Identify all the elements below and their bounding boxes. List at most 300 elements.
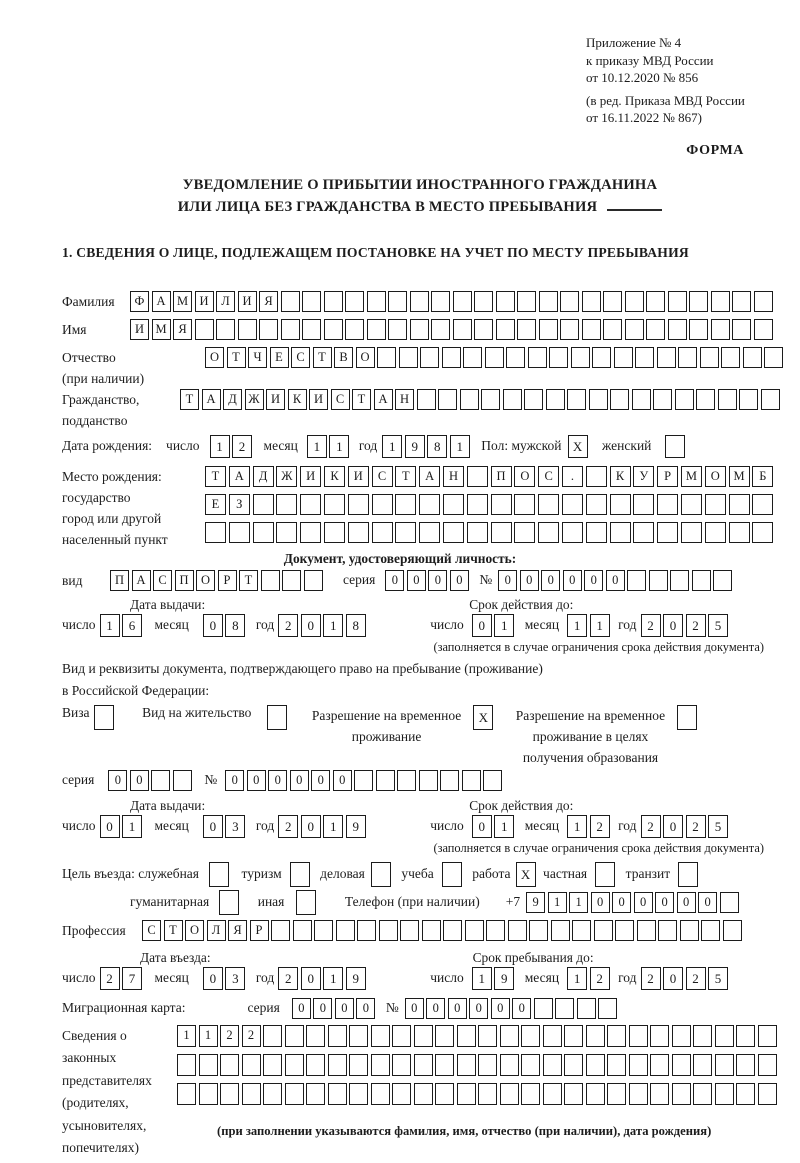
form-cell[interactable] <box>443 522 464 543</box>
entry-day-cells[interactable] <box>100 967 145 990</box>
form-cell[interactable] <box>503 389 522 410</box>
form-cell[interactable]: 1 <box>323 967 343 990</box>
stay-year-cells[interactable] <box>641 967 731 990</box>
form-cell[interactable] <box>195 319 214 340</box>
form-cell[interactable] <box>314 920 333 941</box>
form-cell[interactable] <box>657 522 678 543</box>
form-cell[interactable]: 0 <box>655 892 674 913</box>
birth-place-cells-2[interactable] <box>205 494 776 515</box>
form-cell[interactable] <box>562 522 583 543</box>
form-cell[interactable] <box>457 1083 476 1105</box>
edu-permit-checkbox[interactable] <box>677 705 700 730</box>
residence-series-cells[interactable] <box>108 770 194 791</box>
residence-issue-month-cells[interactable] <box>203 815 248 838</box>
form-cell[interactable]: И <box>238 291 257 312</box>
form-cell[interactable]: Ж <box>245 389 264 410</box>
form-cell[interactable] <box>672 1083 691 1105</box>
form-cell[interactable]: Т <box>395 466 416 487</box>
form-cell[interactable] <box>713 570 732 591</box>
form-cell[interactable] <box>560 319 579 340</box>
form-cell[interactable] <box>435 1054 454 1076</box>
form-cell[interactable] <box>646 319 665 340</box>
form-cell[interactable] <box>242 1054 261 1076</box>
form-cell[interactable] <box>564 1054 583 1076</box>
form-cell[interactable]: А <box>152 291 171 312</box>
form-cell[interactable] <box>242 1083 261 1105</box>
form-cell[interactable]: 2 <box>686 614 706 637</box>
form-cell[interactable] <box>419 522 440 543</box>
birth-year-cells[interactable] <box>382 435 472 458</box>
form-cell[interactable]: 3 <box>225 815 245 838</box>
form-cell[interactable]: 1 <box>569 892 588 913</box>
form-cell[interactable] <box>571 347 590 368</box>
form-cell[interactable] <box>392 1054 411 1076</box>
form-cell[interactable]: 1 <box>382 435 402 458</box>
form-cell[interactable]: А <box>374 389 393 410</box>
form-cell[interactable]: 2 <box>278 815 298 838</box>
form-cell[interactable] <box>435 1025 454 1047</box>
form-cell[interactable] <box>693 1054 712 1076</box>
form-cell[interactable] <box>586 522 607 543</box>
form-cell[interactable]: 0 <box>405 998 424 1019</box>
form-cell[interactable]: 2 <box>686 815 706 838</box>
form-cell[interactable] <box>199 1054 218 1076</box>
form-cell[interactable] <box>417 389 436 410</box>
form-cell[interactable] <box>348 522 369 543</box>
form-cell[interactable] <box>693 1083 712 1105</box>
form-cell[interactable] <box>371 1083 390 1105</box>
form-cell[interactable] <box>205 522 226 543</box>
form-cell[interactable] <box>752 522 773 543</box>
form-cell[interactable] <box>555 998 574 1019</box>
form-cell[interactable] <box>705 494 726 515</box>
purpose-tourism-checkbox[interactable] <box>290 862 313 887</box>
identity-number-cells[interactable] <box>498 570 735 591</box>
form-cell[interactable]: А <box>202 389 221 410</box>
form-cell[interactable]: Ф <box>130 291 149 312</box>
form-cell[interactable] <box>453 291 472 312</box>
form-cell[interactable] <box>562 494 583 515</box>
form-cell[interactable]: 5 <box>708 967 728 990</box>
form-cell[interactable]: 1 <box>450 435 470 458</box>
form-cell[interactable]: 0 <box>472 815 492 838</box>
form-cell[interactable]: Е <box>270 347 289 368</box>
form-cell[interactable] <box>467 466 488 487</box>
form-cell[interactable] <box>607 1083 626 1105</box>
identity-valid-year-cells[interactable] <box>641 614 731 637</box>
form-cell[interactable]: 2 <box>220 1025 239 1047</box>
form-cell[interactable]: 0 <box>491 998 510 1019</box>
form-cell[interactable] <box>743 347 762 368</box>
birth-month-cells[interactable] <box>307 435 352 458</box>
form-cell[interactable]: Т <box>227 347 246 368</box>
form-cell[interactable] <box>629 1083 648 1105</box>
form-cell[interactable] <box>615 920 634 941</box>
form-cell[interactable] <box>678 862 698 887</box>
form-cell[interactable] <box>486 920 505 941</box>
form-cell[interactable] <box>443 494 464 515</box>
form-cell[interactable] <box>538 522 559 543</box>
form-cell[interactable]: 0 <box>130 770 149 791</box>
form-cell[interactable] <box>410 291 429 312</box>
form-cell[interactable] <box>586 1083 605 1105</box>
form-cell[interactable] <box>595 862 615 887</box>
form-cell[interactable] <box>672 1054 691 1076</box>
form-cell[interactable] <box>723 920 742 941</box>
form-cell[interactable] <box>594 920 613 941</box>
form-cell[interactable] <box>293 920 312 941</box>
form-cell[interactable] <box>348 494 369 515</box>
surname-cells[interactable] <box>130 291 775 312</box>
form-cell[interactable]: 0 <box>448 998 467 1019</box>
form-cell[interactable]: Р <box>250 920 269 941</box>
form-cell[interactable] <box>388 291 407 312</box>
form-cell[interactable]: 1 <box>100 614 120 637</box>
form-cell[interactable] <box>627 570 646 591</box>
form-cell[interactable] <box>650 1054 669 1076</box>
form-cell[interactable]: Н <box>395 389 414 410</box>
purpose-private-checkbox[interactable] <box>595 862 618 887</box>
form-cell[interactable] <box>474 291 493 312</box>
form-cell[interactable]: 0 <box>498 570 517 591</box>
form-cell[interactable]: Я <box>259 291 278 312</box>
form-cell[interactable] <box>549 347 568 368</box>
form-cell[interactable] <box>253 522 274 543</box>
form-cell[interactable]: 0 <box>301 614 321 637</box>
form-cell[interactable]: С <box>372 466 393 487</box>
form-cell[interactable] <box>500 1083 519 1105</box>
form-cell[interactable]: С <box>331 389 350 410</box>
form-cell[interactable] <box>276 494 297 515</box>
form-cell[interactable]: 1 <box>122 815 142 838</box>
stay-day-cells[interactable] <box>472 967 517 990</box>
form-cell[interactable] <box>367 291 386 312</box>
form-cell[interactable] <box>276 522 297 543</box>
form-cell[interactable] <box>453 319 472 340</box>
identity-valid-month-cells[interactable] <box>567 614 612 637</box>
form-cell[interactable]: П <box>175 570 194 591</box>
form-cell[interactable] <box>431 291 450 312</box>
form-cell[interactable] <box>324 522 345 543</box>
form-cell[interactable] <box>754 319 773 340</box>
form-cell[interactable] <box>681 494 702 515</box>
form-cell[interactable]: Р <box>657 466 678 487</box>
form-cell[interactable] <box>379 920 398 941</box>
form-cell[interactable] <box>285 1025 304 1047</box>
form-cell[interactable]: 0 <box>268 770 287 791</box>
form-cell[interactable] <box>491 494 512 515</box>
form-cell[interactable] <box>209 862 229 887</box>
form-cell[interactable] <box>336 920 355 941</box>
form-cell[interactable] <box>508 920 527 941</box>
form-cell[interactable]: 2 <box>641 614 661 637</box>
form-cell[interactable] <box>514 522 535 543</box>
form-cell[interactable] <box>392 1025 411 1047</box>
form-cell[interactable]: О <box>185 920 204 941</box>
form-cell[interactable] <box>481 389 500 410</box>
form-cell[interactable] <box>543 1025 562 1047</box>
form-cell[interactable] <box>732 291 751 312</box>
form-cell[interactable] <box>443 920 462 941</box>
form-cell[interactable]: 1 <box>323 614 343 637</box>
form-cell[interactable]: Т <box>313 347 332 368</box>
form-cell[interactable]: Л <box>216 291 235 312</box>
form-cell[interactable]: 7 <box>122 967 142 990</box>
form-cell[interactable] <box>285 1054 304 1076</box>
form-cell[interactable] <box>506 347 525 368</box>
form-cell[interactable] <box>521 1083 540 1105</box>
form-cell[interactable] <box>632 389 651 410</box>
form-cell[interactable] <box>496 319 515 340</box>
form-cell[interactable] <box>388 319 407 340</box>
entry-month-cells[interactable] <box>203 967 248 990</box>
form-cell[interactable] <box>715 1025 734 1047</box>
form-cell[interactable]: 0 <box>541 570 560 591</box>
form-cell[interactable] <box>483 770 502 791</box>
form-cell[interactable]: 1 <box>210 435 230 458</box>
form-cell[interactable] <box>637 920 656 941</box>
form-cell[interactable] <box>592 347 611 368</box>
form-cell[interactable] <box>267 705 287 730</box>
form-cell[interactable]: 1 <box>177 1025 196 1047</box>
form-cell[interactable] <box>718 389 737 410</box>
form-cell[interactable] <box>478 1025 497 1047</box>
form-cell[interactable]: 0 <box>606 570 625 591</box>
form-cell[interactable] <box>646 291 665 312</box>
form-cell[interactable]: О <box>705 466 726 487</box>
birth-place-cells-3[interactable] <box>205 522 776 543</box>
form-cell[interactable] <box>478 1054 497 1076</box>
form-cell[interactable]: 0 <box>512 998 531 1019</box>
form-cell[interactable] <box>216 319 235 340</box>
form-cell[interactable] <box>715 1083 734 1105</box>
form-cell[interactable] <box>399 347 418 368</box>
form-cell[interactable] <box>485 347 504 368</box>
form-cell[interactable] <box>290 862 310 887</box>
form-cell[interactable] <box>701 920 720 941</box>
form-cell[interactable] <box>349 1025 368 1047</box>
form-cell[interactable] <box>732 319 751 340</box>
gender-male-checkbox[interactable] <box>568 435 591 458</box>
form-cell[interactable]: И <box>195 291 214 312</box>
form-cell[interactable] <box>328 1054 347 1076</box>
form-cell[interactable] <box>253 494 274 515</box>
form-cell[interactable]: С <box>142 920 161 941</box>
form-cell[interactable] <box>220 1083 239 1105</box>
form-cell[interactable]: О <box>356 347 375 368</box>
form-cell[interactable] <box>420 347 439 368</box>
form-cell[interactable] <box>672 1025 691 1047</box>
form-cell[interactable] <box>372 522 393 543</box>
form-cell[interactable] <box>603 291 622 312</box>
form-cell[interactable] <box>610 522 631 543</box>
form-cell[interactable]: 0 <box>428 570 447 591</box>
form-cell[interactable] <box>177 1054 196 1076</box>
form-cell[interactable] <box>467 522 488 543</box>
migration-series-cells[interactable] <box>292 998 378 1019</box>
form-cell[interactable]: 0 <box>247 770 266 791</box>
form-cell[interactable] <box>650 1083 669 1105</box>
form-cell[interactable] <box>572 920 591 941</box>
form-cell[interactable] <box>173 770 192 791</box>
form-cell[interactable] <box>711 319 730 340</box>
profession-cells[interactable] <box>142 920 744 941</box>
form-cell[interactable]: . <box>562 466 583 487</box>
form-cell[interactable]: 0 <box>698 892 717 913</box>
form-cell[interactable]: 0 <box>108 770 127 791</box>
form-cell[interactable] <box>629 1054 648 1076</box>
form-cell[interactable] <box>577 998 596 1019</box>
form-cell[interactable] <box>607 1025 626 1047</box>
form-cell[interactable] <box>300 522 321 543</box>
form-cell[interactable] <box>758 1025 777 1047</box>
form-cell[interactable] <box>304 570 323 591</box>
form-cell[interactable]: 1 <box>494 614 514 637</box>
form-cell[interactable] <box>729 494 750 515</box>
form-cell[interactable]: И <box>130 319 149 340</box>
form-cell[interactable] <box>354 770 373 791</box>
form-cell[interactable]: И <box>266 389 285 410</box>
form-cell[interactable] <box>678 347 697 368</box>
form-cell[interactable] <box>721 347 740 368</box>
form-cell[interactable]: И <box>348 466 369 487</box>
purpose-business-checkbox[interactable] <box>209 862 232 887</box>
representatives-cells-2[interactable] <box>177 1054 779 1076</box>
form-cell[interactable]: 2 <box>590 815 610 838</box>
form-cell[interactable]: 0 <box>290 770 309 791</box>
form-cell[interactable]: 9 <box>405 435 425 458</box>
stay-month-cells[interactable] <box>567 967 612 990</box>
form-cell[interactable]: С <box>291 347 310 368</box>
identity-kind-cells[interactable] <box>110 570 325 591</box>
form-cell[interactable] <box>607 1054 626 1076</box>
form-cell[interactable] <box>328 1083 347 1105</box>
form-cell[interactable] <box>586 1054 605 1076</box>
form-cell[interactable] <box>199 1083 218 1105</box>
form-cell[interactable] <box>539 319 558 340</box>
form-cell[interactable]: О <box>205 347 224 368</box>
form-cell[interactable]: 1 <box>329 435 349 458</box>
form-cell[interactable] <box>151 770 170 791</box>
form-cell[interactable]: И <box>309 389 328 410</box>
form-cell[interactable]: 0 <box>301 815 321 838</box>
form-cell[interactable]: К <box>288 389 307 410</box>
form-cell[interactable] <box>635 347 654 368</box>
form-cell[interactable]: 5 <box>708 614 728 637</box>
form-cell[interactable]: 0 <box>356 998 375 1019</box>
form-cell[interactable] <box>457 1025 476 1047</box>
form-cell[interactable]: 0 <box>203 967 223 990</box>
representatives-cells-1[interactable] <box>177 1025 779 1047</box>
form-cell[interactable] <box>633 494 654 515</box>
form-cell[interactable] <box>377 347 396 368</box>
form-cell[interactable]: У <box>633 466 654 487</box>
form-cell[interactable] <box>758 1054 777 1076</box>
form-cell[interactable]: 2 <box>641 967 661 990</box>
form-cell[interactable] <box>345 291 364 312</box>
form-cell[interactable]: Т <box>352 389 371 410</box>
form-cell[interactable]: 0 <box>301 967 321 990</box>
form-cell[interactable]: О <box>514 466 535 487</box>
form-cell[interactable] <box>357 920 376 941</box>
form-cell[interactable] <box>263 1025 282 1047</box>
form-cell[interactable] <box>752 494 773 515</box>
form-cell[interactable] <box>598 998 617 1019</box>
form-cell[interactable] <box>657 494 678 515</box>
form-cell[interactable]: О <box>196 570 215 591</box>
form-cell[interactable] <box>422 920 441 941</box>
form-cell[interactable]: 1 <box>590 614 610 637</box>
form-cell[interactable]: 1 <box>199 1025 218 1047</box>
form-cell[interactable]: 1 <box>567 815 587 838</box>
form-cell[interactable]: X <box>473 705 493 730</box>
form-cell[interactable]: 1 <box>567 967 587 990</box>
form-cell[interactable] <box>653 389 672 410</box>
form-cell[interactable] <box>657 347 676 368</box>
form-cell[interactable]: 0 <box>584 570 603 591</box>
form-cell[interactable] <box>177 1083 196 1105</box>
form-cell[interactable]: X <box>568 435 588 458</box>
form-cell[interactable]: Т <box>180 389 199 410</box>
form-cell[interactable] <box>324 291 343 312</box>
form-cell[interactable]: Д <box>223 389 242 410</box>
form-cell[interactable]: А <box>229 466 250 487</box>
form-cell[interactable] <box>397 770 416 791</box>
form-cell[interactable]: 1 <box>548 892 567 913</box>
residence-number-cells[interactable] <box>225 770 505 791</box>
form-cell[interactable]: Я <box>228 920 247 941</box>
form-cell[interactable]: Д <box>253 466 274 487</box>
form-cell[interactable] <box>345 319 364 340</box>
form-cell[interactable] <box>263 1083 282 1105</box>
identity-issue-day-cells[interactable] <box>100 614 145 637</box>
form-cell[interactable]: 0 <box>203 815 223 838</box>
form-cell[interactable] <box>431 319 450 340</box>
form-cell[interactable] <box>238 319 257 340</box>
form-cell[interactable] <box>367 319 386 340</box>
form-cell[interactable] <box>478 1083 497 1105</box>
form-cell[interactable]: 8 <box>427 435 447 458</box>
form-cell[interactable]: 0 <box>225 770 244 791</box>
purpose-study-checkbox[interactable] <box>442 862 465 887</box>
form-cell[interactable]: 0 <box>407 570 426 591</box>
form-cell[interactable] <box>349 1054 368 1076</box>
form-cell[interactable]: Т <box>205 466 226 487</box>
form-cell[interactable] <box>400 920 419 941</box>
form-cell[interactable] <box>761 389 780 410</box>
form-cell[interactable] <box>219 890 239 915</box>
form-cell[interactable]: 2 <box>278 967 298 990</box>
form-cell[interactable]: 2 <box>641 815 661 838</box>
form-cell[interactable]: 1 <box>567 614 587 637</box>
form-cell[interactable]: 1 <box>494 815 514 838</box>
form-cell[interactable]: П <box>491 466 512 487</box>
form-cell[interactable] <box>395 522 416 543</box>
form-cell[interactable] <box>435 1083 454 1105</box>
form-cell[interactable]: 9 <box>346 967 366 990</box>
form-cell[interactable]: 0 <box>335 998 354 1019</box>
residence-valid-day-cells[interactable] <box>472 815 517 838</box>
form-cell[interactable]: 0 <box>663 614 683 637</box>
form-cell[interactable] <box>328 1025 347 1047</box>
form-cell[interactable] <box>564 1025 583 1047</box>
form-cell[interactable]: Л <box>207 920 226 941</box>
gender-female-checkbox[interactable] <box>665 435 688 458</box>
form-cell[interactable] <box>614 347 633 368</box>
form-cell[interactable] <box>438 389 457 410</box>
form-cell[interactable] <box>700 347 719 368</box>
form-cell[interactable] <box>693 1025 712 1047</box>
